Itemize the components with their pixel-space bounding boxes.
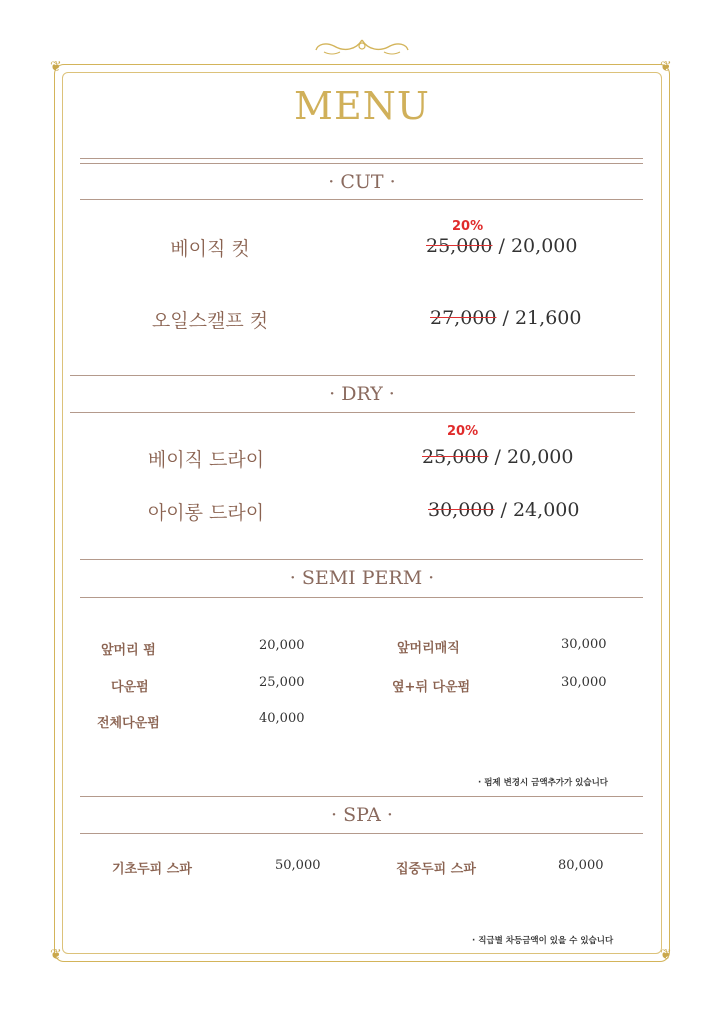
menu-item-name: 기초두피 스파: [112, 862, 192, 877]
divider: [80, 796, 643, 797]
menu-item-price: 25,000: [259, 675, 305, 690]
menu-item-name: 오일스캘프 컷: [151, 310, 269, 332]
section-header-spa: · SPA ·: [331, 804, 393, 826]
divider: [80, 163, 643, 164]
new-price: / 24,000: [500, 499, 580, 521]
menu-item-price: [422, 446, 573, 468]
ornament-icon: [310, 36, 414, 58]
menu-item-name: 집중두피 스파: [396, 862, 476, 877]
menu-item-price: [428, 499, 579, 521]
new-price: / 20,000: [494, 446, 574, 468]
menu-item-price: 50,000: [275, 858, 321, 873]
menu-item-name: 베이직 컷: [170, 238, 250, 260]
divider: [70, 412, 635, 413]
menu-item-name: 앞머리 펌: [101, 643, 156, 658]
old-price: 30,000: [428, 499, 495, 521]
discount-badge: 20%: [447, 424, 479, 439]
menu-item-name: 전체다운펌: [97, 716, 160, 731]
divider: [70, 375, 635, 376]
menu-item-name: 앞머리매직: [397, 641, 460, 656]
discount-badge: 20%: [452, 219, 484, 234]
menu-item-price: [430, 307, 581, 329]
menu-item-price: [426, 235, 577, 257]
menu-item-name: 다운펌: [111, 680, 149, 695]
menu-item-price: 30,000: [561, 675, 607, 690]
old-price: 27,000: [430, 307, 497, 329]
section-header-semi-perm: · SEMI PERM ·: [289, 567, 435, 589]
corner-flourish-icon: ❦: [660, 59, 672, 75]
corner-flourish-icon: ❦: [660, 947, 672, 963]
divider: [80, 559, 643, 560]
menu-title: MENU: [294, 84, 430, 128]
new-price: / 21,600: [502, 307, 582, 329]
divider: [80, 833, 643, 834]
menu-item-name: 베이직 드라이: [147, 449, 265, 471]
section-header-cut: · CUT ·: [328, 171, 396, 193]
old-price: 25,000: [426, 235, 493, 257]
old-price: 25,000: [422, 446, 489, 468]
footnote: · 직급별 차등금액이 있을 수 있습니다: [472, 936, 614, 946]
new-price: / 20,000: [498, 235, 578, 257]
divider: [80, 158, 643, 159]
menu-item-price: 40,000: [259, 711, 305, 726]
divider: [80, 597, 643, 598]
corner-flourish-icon: ❦: [50, 59, 62, 75]
menu-item-name: 아이롱 드라이: [147, 502, 265, 524]
footnote: · 펌제 변경시 금액추가가 있습니다: [478, 778, 609, 788]
section-header-dry: · DRY ·: [329, 383, 395, 405]
menu-item-price: 30,000: [561, 637, 607, 652]
menu-item-price: 20,000: [259, 638, 305, 653]
menu-item-name: 옆+뒤 다운펌: [392, 680, 471, 695]
corner-flourish-icon: ❦: [50, 947, 62, 963]
menu-item-price: 80,000: [558, 858, 604, 873]
divider: [80, 199, 643, 200]
